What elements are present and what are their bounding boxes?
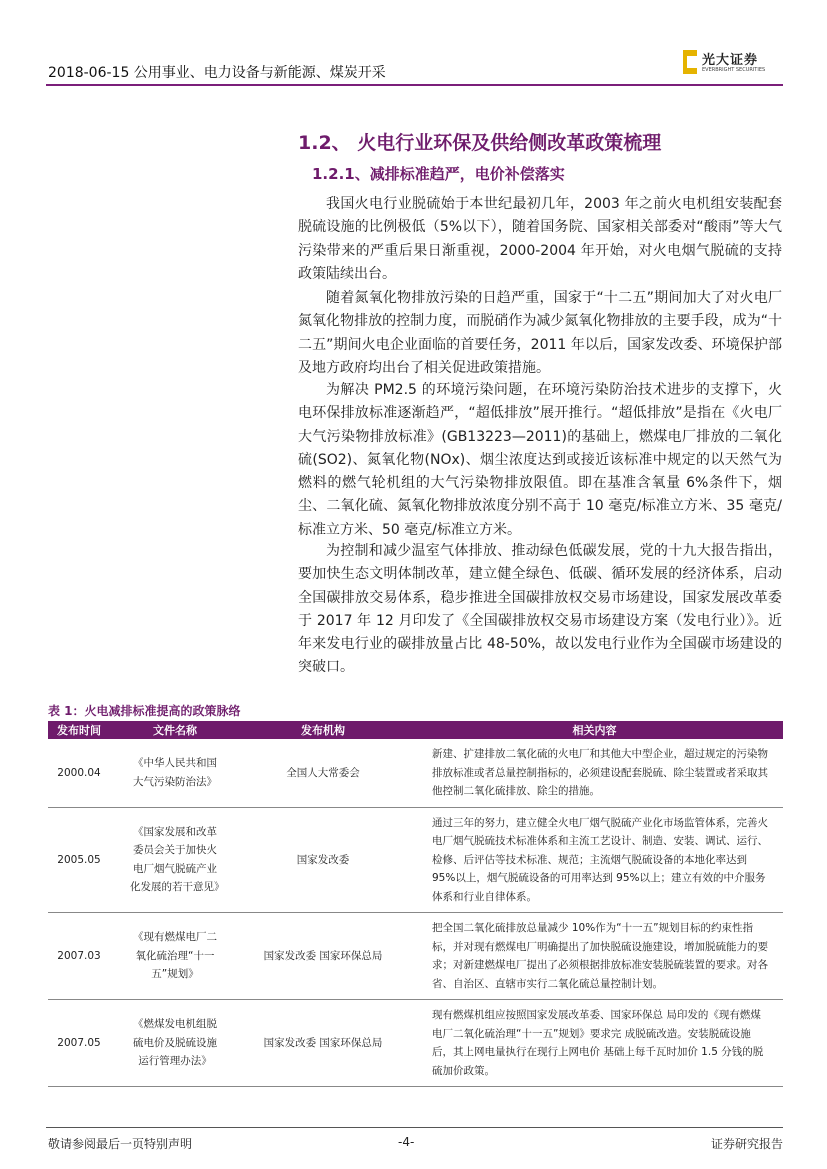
footer-disclaimer: 敬请参阅最后一页特别声明 xyxy=(48,1137,193,1151)
table-row xyxy=(48,1000,783,1087)
logo-subtext: EVERBRIGHT SECURITIES xyxy=(702,67,766,73)
table-caption: 表 1：火电减排标准提高的政策脉络 xyxy=(48,704,241,718)
cell-org: 国家发改委 xyxy=(240,807,406,913)
table-row xyxy=(48,807,783,913)
cell-date: 2005.05 xyxy=(48,807,110,913)
footer-rule xyxy=(46,1127,783,1128)
footer-report-type: 证券研究报告 xyxy=(711,1137,784,1151)
cell-doc: 《中华人民共和国大气污染防治法》 xyxy=(110,739,240,807)
logo-text: 光大证券 xyxy=(702,53,759,68)
column-header-doc: 文件名称 xyxy=(110,721,240,739)
cell-content: 现有燃煤机组应按照国家发展改革委、国家环保总 局印发的《现有燃煤电厂二氧化硫治理“十一五”规划》要求完 成脱硫改造。安装脱硫设施后，其上网电量执行在现行上网电价 基础上每千瓦时加价 1.5 分钱的脱硫加价政策。 xyxy=(406,1000,783,1087)
header-date-sector: 2018-06-15 公用事业、电力设备与新能源、煤炭开采 xyxy=(48,65,386,81)
cell-content: 新建、扩建排放二氧化硫的火电厂和其他大中型企业，超过规定的污染物排放标准或者总量控制指标的，必须建设配套脱硫、除尘装置或者采取其他控制二氧化硫排放、除尘的措施。 xyxy=(406,739,783,807)
brand-logo xyxy=(683,49,783,79)
column-header-org: 发布机构 xyxy=(240,721,406,739)
cell-org: 国家发改委 国家环保总局 xyxy=(240,1000,406,1087)
logo-mark-icon xyxy=(683,50,697,74)
cell-content: 把全国二氧化硫排放总量减少 10%作为“十一五”规划目标的约束性指标，并对现有燃煤电厂明确提出了加快脱硫设施建设，增加脱硫能力的要求；对新建燃煤电厂提出了必须根据排放标准安装脱硫装置的要求。对各省、自治区、直辖市实行二氧化硫总量控制计划。 xyxy=(406,913,783,1000)
table-header-row xyxy=(48,721,783,739)
cell-content: 通过三年的努力，建立健全火电厂烟气脱硫产业化市场监管体系，完善火电厂烟气脱硫技术标准体系和主流工艺设计、制造、安装、调试、运行、检修、后评估等技术标准、规范；主流烟气脱硫设备的本地化率达到 95%以上，烟气脱硫设备的可用率达到 95%以上；建立有效的中介服务体系和行业自律体系。 xyxy=(406,807,783,913)
page-number: -4- xyxy=(398,1135,415,1149)
cell-doc: 《现有燃煤电厂二氧化硫治理“十一五”规划》 xyxy=(110,913,240,1000)
paragraph-2: 随着氮氧化物排放污染的日趋严重，国家于“十二五”期间加大了对火电厂氮氧化物排放的控制力度，而脱硝作为减少氮氧化物排放的主要手段，成为“十二五”期间火电企业面临的首要任务，2011 年以后，国家发改委、环境保护部及地方政府均出台了相关促进政策措施。 xyxy=(298,290,782,376)
paragraph-3: 为解决 PM2.5 的环境污染问题，在环境污染防治技术进步的支撑下，火电环保排放标准逐渐趋严，“超低排放”展开推行。“超低排放”是指在《火电厂大气污染物排放标准》(GB13223—2011)的基础上，燃煤电厂排放的二氧化硫(SO2)、氮氧化物(NOx)、烟尘浓度达到或接近该标准中规定的以天然气为燃料的燃气轮机组的大气污染物排放限值。即在基准含氧量 6%条件下，烟尘、二氧化硫、氮氧化物排放浓度分别不高于 10 毫克/标准立方米、35 毫克/标准立方米、50 毫克/标准立方米。 xyxy=(298,382,782,538)
section-subheading: 1.2.1、减排标准趋严，电价补偿落实 xyxy=(312,165,565,183)
paragraph-4: 为控制和减少温室气体排放、推动绿色低碳发展，党的十九大报告指出，要加快生态文明体制改革，建立健全绿色、低碳、循环发展的经济体系，启动全国碳排放交易体系，稳步推进全国碳排放权交易市场建设，国家发展改革委于 2017 年 12 月印发了《全国碳排放权交易市场建设方案（发电行业）》。近年来发电行业的碳排放量占比 48-50%，故以发电行业作为全国碳市场建设的突破口。 xyxy=(298,543,782,676)
cell-doc: 《国家发展和改革委员会关于加快火电厂烟气脱硫产业化发展的若干意见》 xyxy=(110,807,240,913)
table-row xyxy=(48,913,783,1000)
cell-date: 2000.04 xyxy=(48,739,110,807)
cell-date: 2007.05 xyxy=(48,1000,110,1087)
cell-doc: 《燃煤发电机组脱硫电价及脱硫设施运行管理办法》 xyxy=(110,1000,240,1087)
cell-org: 国家发改委 国家环保总局 xyxy=(240,913,406,1000)
section-heading: 1.2、 火电行业环保及供给侧改革政策梳理 xyxy=(298,132,662,154)
cell-org: 全国人大常委会 xyxy=(240,739,406,807)
policy-table xyxy=(48,721,783,1087)
column-header-content: 相关内容 xyxy=(406,721,783,739)
cell-date: 2007.03 xyxy=(48,913,110,1000)
table-row xyxy=(48,739,783,807)
paragraph-1: 我国火电行业脱硫始于本世纪最初几年，2003 年之前火电机组安装配套脱硫设施的比例极低（5%以下），随着国务院、国家相关部委对“酸雨”等大气污染带来的严重后果日渐重视，2000-2004 年开始，对火电烟气脱硫的支持政策陆续出台。 xyxy=(298,196,782,282)
header-rule xyxy=(46,84,783,86)
column-header-date: 发布时间 xyxy=(48,721,110,739)
